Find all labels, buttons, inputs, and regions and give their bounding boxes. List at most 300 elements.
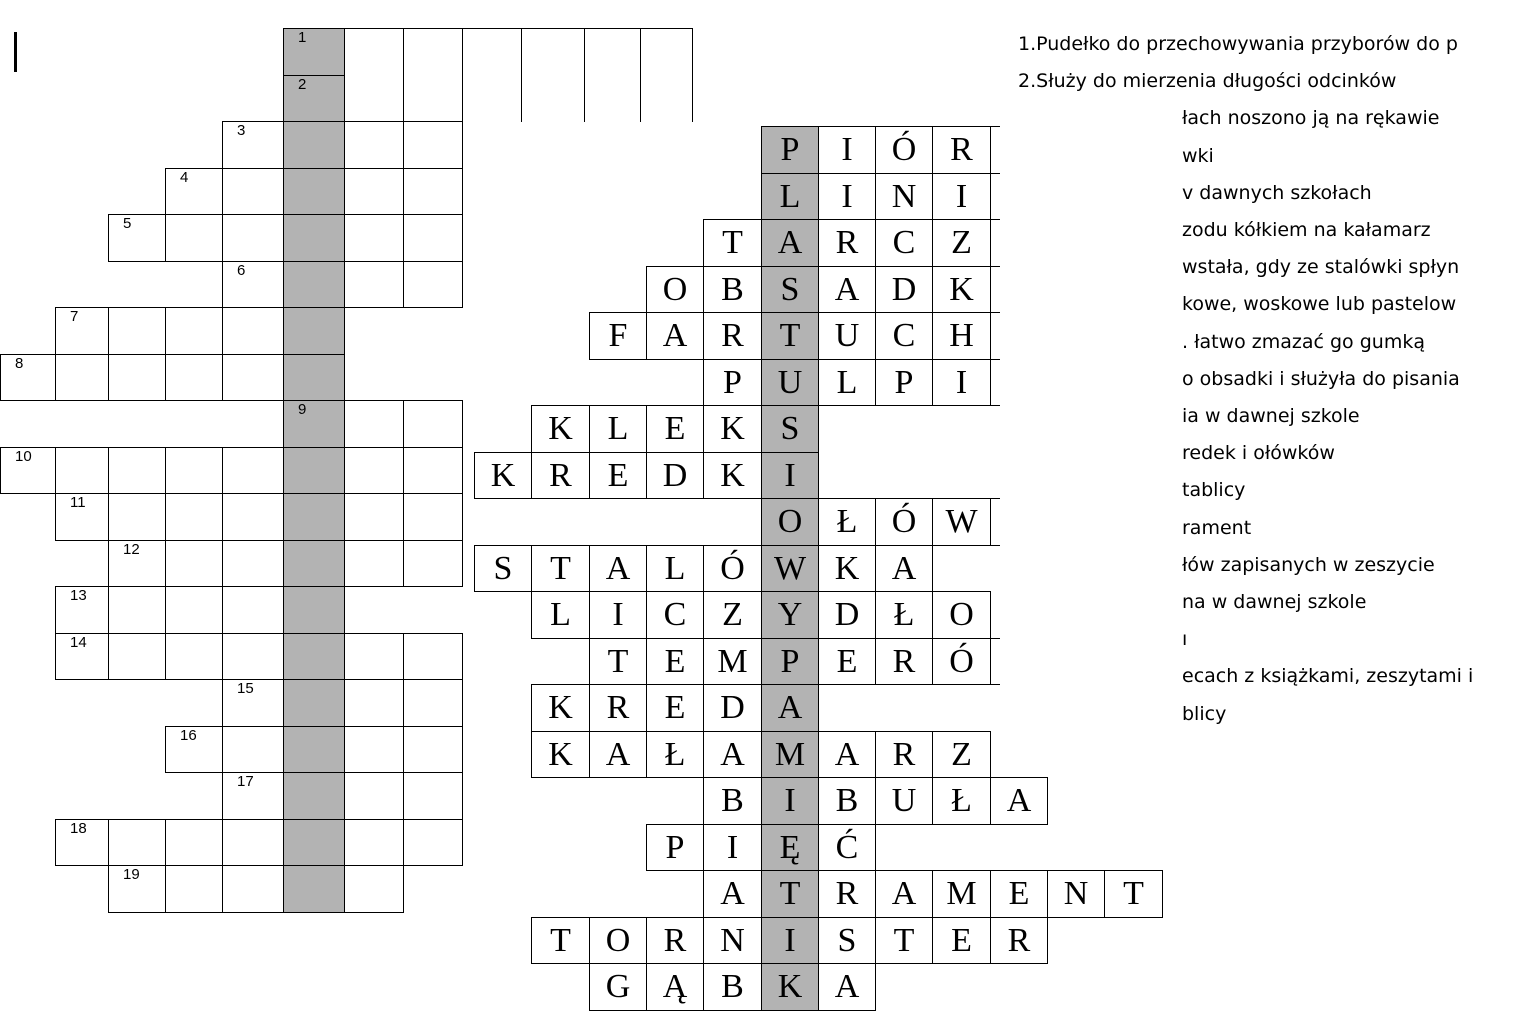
answer-letter: R bbox=[606, 689, 630, 726]
grid-cell bbox=[640, 75, 693, 122]
answer-letter: A bbox=[605, 735, 631, 773]
clue-text: . łatwo zmazać go gumką bbox=[1182, 331, 1425, 353]
grid-cell bbox=[344, 540, 404, 587]
answer-cell bbox=[761, 405, 819, 453]
grid-cell bbox=[108, 540, 166, 587]
answer-letter: P bbox=[723, 363, 742, 401]
answer-letter: R bbox=[892, 735, 916, 773]
answer-letter: Ó bbox=[891, 131, 917, 168]
grid-cell bbox=[165, 586, 223, 634]
answer-cell bbox=[531, 452, 590, 499]
grid-cell bbox=[403, 726, 463, 773]
grid-cell bbox=[344, 75, 404, 122]
answer-letter: K bbox=[777, 968, 803, 1005]
grid-cell bbox=[108, 307, 166, 355]
answer-letter: O bbox=[662, 270, 688, 308]
answer-cell bbox=[818, 917, 876, 964]
grid-cell bbox=[165, 819, 223, 866]
answer-letter: E bbox=[836, 642, 858, 680]
grid-cell bbox=[403, 75, 463, 122]
grid-cell bbox=[403, 540, 463, 587]
answer-cell bbox=[703, 638, 762, 685]
clue-number: 3 bbox=[237, 122, 246, 139]
answer-cell bbox=[646, 312, 704, 360]
grid-cell bbox=[108, 819, 166, 866]
answer-cell bbox=[875, 545, 933, 592]
grid-cell bbox=[222, 121, 284, 169]
answer-cell bbox=[703, 591, 762, 639]
answer-cell bbox=[761, 219, 819, 267]
answer-cell bbox=[932, 312, 991, 360]
answer-cell bbox=[761, 870, 819, 918]
answer-letter: P bbox=[894, 363, 914, 401]
grid-cell bbox=[222, 261, 284, 308]
grid-cell bbox=[283, 75, 345, 122]
answer-letter: O bbox=[605, 921, 631, 959]
answer-letter: E bbox=[951, 921, 972, 959]
answer-cell bbox=[761, 312, 819, 360]
answer-letter: W bbox=[945, 503, 978, 540]
answer-cell bbox=[875, 498, 933, 546]
answer-cell bbox=[818, 545, 876, 592]
answer-letter: K bbox=[548, 735, 573, 773]
answer-cell bbox=[646, 824, 704, 871]
answer-letter: F bbox=[608, 317, 628, 354]
answer-letter: Ć bbox=[835, 828, 859, 866]
answer-cell bbox=[932, 219, 991, 267]
grid-cell bbox=[283, 772, 345, 820]
answer-letter: S bbox=[780, 270, 800, 308]
grid-cell bbox=[344, 865, 404, 913]
grid-cell bbox=[222, 772, 284, 820]
answer-letter: A bbox=[720, 875, 745, 912]
answer-cell bbox=[703, 824, 762, 871]
answer-letter: Ł bbox=[951, 782, 972, 819]
answer-letter: W bbox=[773, 549, 807, 587]
grid-cell bbox=[165, 307, 223, 355]
grid-cell bbox=[584, 75, 641, 122]
answer-letter: Ł bbox=[664, 735, 686, 773]
grid-cell bbox=[283, 447, 345, 494]
answer-letter: G bbox=[605, 968, 631, 1005]
answer-letter: Y bbox=[777, 596, 803, 633]
clue-text: blicy bbox=[1182, 703, 1227, 725]
answer-cell bbox=[531, 684, 590, 732]
clue-number: 6 bbox=[237, 262, 246, 279]
answer-cell bbox=[646, 731, 704, 778]
grid-cell bbox=[55, 447, 109, 494]
answer-letter: R bbox=[835, 875, 859, 912]
answer-letter: N bbox=[720, 921, 745, 959]
answer-letter: A bbox=[720, 735, 745, 773]
answer-cell bbox=[474, 545, 532, 592]
answer-cell bbox=[818, 498, 876, 546]
answer-letter: P bbox=[780, 642, 800, 680]
answer-cell bbox=[761, 266, 819, 313]
clue-text: o obsadki i służyła do pisania bbox=[1182, 368, 1460, 390]
answer-cell bbox=[818, 824, 876, 871]
grid-cell bbox=[283, 540, 345, 587]
clue-number: 11 bbox=[70, 494, 86, 511]
answer-cell bbox=[818, 266, 876, 313]
answer-letter: R bbox=[1007, 921, 1031, 959]
answer-cell bbox=[990, 870, 1048, 918]
clue-text: łów zapisanych w zeszycie bbox=[1182, 554, 1435, 576]
grid-cell bbox=[403, 493, 463, 541]
grid-cell bbox=[283, 633, 345, 680]
answer-letter: I bbox=[841, 131, 853, 168]
answer-letter: L bbox=[664, 549, 686, 587]
grid-cell bbox=[462, 75, 522, 122]
answer-cell bbox=[589, 591, 647, 639]
grid-cell bbox=[283, 307, 345, 355]
grid-cell bbox=[344, 726, 404, 773]
answer-cell bbox=[932, 173, 991, 220]
answer-letter: M bbox=[717, 642, 748, 680]
grid-cell bbox=[222, 214, 284, 262]
grid-cell bbox=[55, 633, 109, 680]
answer-letter: A bbox=[834, 968, 860, 1005]
answer-letter: B bbox=[721, 782, 744, 819]
grid-cell bbox=[283, 168, 345, 215]
answer-cell bbox=[761, 126, 819, 174]
answer-cell bbox=[875, 312, 933, 360]
answer-cell bbox=[818, 777, 876, 825]
answer-cell bbox=[818, 591, 876, 639]
answer-cell bbox=[932, 870, 991, 918]
answer-letter: D bbox=[720, 689, 745, 726]
grid-cell bbox=[165, 168, 223, 215]
answer-letter: U bbox=[891, 782, 917, 819]
clue-text: na w dawnej szkole bbox=[1182, 591, 1367, 613]
answer-letter: R bbox=[549, 456, 572, 494]
answer-letter: M bbox=[774, 735, 806, 773]
answer-letter: K bbox=[548, 689, 573, 726]
answer-cell bbox=[761, 359, 819, 406]
text-cursor bbox=[14, 32, 17, 72]
answer-cell bbox=[761, 498, 819, 546]
answer-cell bbox=[932, 498, 991, 546]
answer-cell bbox=[703, 777, 762, 825]
answer-cell bbox=[818, 173, 876, 220]
answer-letter: N bbox=[891, 177, 917, 215]
answer-letter: I bbox=[784, 921, 796, 959]
answer-cell bbox=[703, 312, 762, 360]
clue-text: redek i ołówków bbox=[1182, 442, 1335, 464]
answer-cell bbox=[589, 731, 647, 778]
answer-letter: A bbox=[834, 735, 860, 773]
answer-letter: K bbox=[720, 456, 745, 494]
answer-cell bbox=[818, 312, 876, 360]
answer-cell bbox=[818, 359, 876, 406]
answer-letter: D bbox=[891, 270, 917, 308]
answer-letter: P bbox=[780, 131, 800, 168]
clue-number: 19 bbox=[123, 866, 140, 883]
answer-cell bbox=[646, 452, 704, 499]
grid-cell bbox=[222, 168, 284, 215]
answer-letter: I bbox=[841, 177, 853, 215]
clue-number: 16 bbox=[180, 727, 197, 744]
answer-letter: A bbox=[891, 549, 917, 587]
clue-number: 10 bbox=[15, 448, 32, 465]
answer-letter: A bbox=[777, 689, 803, 726]
answer-cell bbox=[646, 545, 704, 592]
answer-letter: R bbox=[892, 642, 916, 680]
answer-letter: Ł bbox=[836, 503, 858, 540]
grid-cell bbox=[283, 679, 345, 727]
answer-cell bbox=[589, 452, 647, 499]
grid-cell bbox=[344, 400, 404, 448]
answer-cell bbox=[646, 684, 704, 732]
answer-cell bbox=[875, 777, 933, 825]
answer-letter: B bbox=[835, 782, 859, 819]
answer-letter: O bbox=[777, 503, 803, 540]
clue-text: wstała, gdy ze stalówki spłyn bbox=[1182, 256, 1460, 278]
answer-cell bbox=[761, 173, 819, 220]
grid-cell bbox=[344, 819, 404, 866]
grid-cell bbox=[0, 354, 56, 401]
grid-cell bbox=[283, 261, 345, 308]
grid-cell bbox=[344, 772, 404, 820]
answer-cell bbox=[761, 545, 819, 592]
grid-cell bbox=[55, 586, 109, 634]
answer-letter: R bbox=[835, 224, 859, 261]
clue-number: 7 bbox=[70, 308, 79, 325]
grid-cell bbox=[222, 586, 284, 634]
grid-cell bbox=[344, 633, 404, 680]
answer-letter: T bbox=[1123, 875, 1144, 912]
answer-cell bbox=[932, 591, 991, 639]
answer-cell bbox=[875, 870, 933, 918]
answer-cell bbox=[646, 917, 704, 964]
answer-cell bbox=[703, 731, 762, 778]
answer-cell bbox=[932, 359, 991, 406]
grid-cell bbox=[222, 493, 284, 541]
answer-letter: L bbox=[607, 410, 629, 447]
grid-cell bbox=[403, 214, 463, 262]
answer-letter: H bbox=[949, 317, 974, 354]
answer-letter: Ó bbox=[891, 503, 917, 540]
answer-letter: T bbox=[607, 642, 629, 680]
clue-text: 2.Służy do mierzenia długości odcinków bbox=[1018, 70, 1397, 92]
clue-number: 4 bbox=[180, 169, 189, 186]
answer-letter: S bbox=[493, 549, 513, 587]
grid-cell bbox=[222, 679, 284, 727]
grid-cell bbox=[344, 493, 404, 541]
answer-letter: Ó bbox=[949, 642, 974, 680]
answer-letter: E bbox=[607, 456, 629, 494]
answer-letter: M bbox=[946, 875, 977, 912]
answer-cell bbox=[990, 777, 1048, 825]
answer-cell bbox=[703, 545, 762, 592]
answer-cell bbox=[531, 917, 590, 964]
answer-letter: P bbox=[665, 828, 685, 866]
clue-text: zodu kółkiem na kałamarz bbox=[1182, 219, 1431, 241]
answer-cell bbox=[761, 591, 819, 639]
clue-number: 8 bbox=[15, 355, 24, 372]
answer-letter: S bbox=[837, 921, 857, 959]
grid-cell bbox=[222, 819, 284, 866]
clue-number: 14 bbox=[70, 634, 87, 651]
answer-cell bbox=[703, 359, 762, 406]
answer-cell bbox=[646, 638, 704, 685]
answer-cell bbox=[875, 126, 933, 174]
answer-letter: Ł bbox=[893, 596, 915, 633]
answer-letter: Z bbox=[951, 735, 972, 773]
clue-number: 9 bbox=[298, 401, 307, 418]
answer-letter: C bbox=[892, 317, 916, 354]
answer-letter: Ó bbox=[720, 549, 745, 587]
answer-letter: I bbox=[784, 456, 796, 494]
answer-letter: I bbox=[784, 782, 796, 819]
clue-number: 1 bbox=[298, 29, 307, 46]
grid-cell bbox=[283, 493, 345, 541]
answer-letter: B bbox=[721, 270, 744, 308]
answer-cell bbox=[1047, 870, 1105, 918]
answer-cell bbox=[875, 591, 933, 639]
answer-letter: Ę bbox=[779, 828, 801, 866]
answer-letter: T bbox=[550, 921, 571, 959]
answer-letter: E bbox=[1008, 875, 1030, 912]
grid-cell bbox=[283, 400, 345, 448]
answer-cell bbox=[932, 731, 991, 778]
answer-letter: K bbox=[949, 270, 974, 308]
grid-cell bbox=[55, 307, 109, 355]
answer-cell bbox=[932, 777, 991, 825]
answer-cell bbox=[703, 917, 762, 964]
grid-cell bbox=[283, 121, 345, 169]
answer-cell bbox=[818, 638, 876, 685]
grid-cell bbox=[344, 28, 404, 76]
grid-cell bbox=[283, 819, 345, 866]
clue-text: kowe, woskowe lub pastelow bbox=[1182, 293, 1457, 315]
answer-cell bbox=[990, 917, 1048, 964]
answer-letter: I bbox=[955, 363, 968, 401]
answer-letter: T bbox=[779, 317, 801, 354]
grid-cell bbox=[108, 354, 166, 401]
answer-cell bbox=[531, 591, 590, 639]
answer-letter: E bbox=[664, 642, 686, 680]
answer-letter: K bbox=[720, 410, 745, 447]
answer-cell bbox=[761, 452, 819, 499]
answer-letter: A bbox=[605, 549, 631, 587]
clue-number: 18 bbox=[70, 820, 87, 837]
grid-cell bbox=[584, 28, 641, 76]
answer-cell bbox=[818, 126, 876, 174]
answer-cell bbox=[703, 870, 762, 918]
grid-cell bbox=[403, 261, 463, 308]
grid-cell bbox=[165, 726, 223, 773]
grid-cell bbox=[108, 633, 166, 680]
answer-cell bbox=[589, 638, 647, 685]
answer-cell bbox=[818, 963, 876, 1011]
answer-cell bbox=[761, 917, 819, 964]
clue-text: ia w dawnej szkole bbox=[1182, 405, 1360, 427]
answer-letter: I bbox=[612, 596, 624, 633]
answer-cell bbox=[761, 824, 819, 871]
answer-letter: A bbox=[662, 317, 688, 354]
grid-cell bbox=[55, 493, 109, 541]
answer-letter: T bbox=[779, 875, 801, 912]
answer-cell bbox=[818, 219, 876, 267]
answer-letter: L bbox=[779, 177, 801, 215]
answer-letter: K bbox=[548, 410, 573, 447]
grid-cell bbox=[108, 865, 166, 913]
grid-cell bbox=[222, 865, 284, 913]
answer-letter: E bbox=[664, 689, 686, 726]
grid-cell bbox=[55, 819, 109, 866]
grid-cell bbox=[344, 214, 404, 262]
answer-cell bbox=[761, 731, 819, 778]
answer-cell bbox=[589, 405, 647, 453]
answer-cell bbox=[761, 777, 819, 825]
answer-cell bbox=[932, 917, 991, 964]
answer-cell bbox=[818, 731, 876, 778]
answer-cell bbox=[818, 870, 876, 918]
answer-letter: U bbox=[777, 363, 803, 401]
answer-cell bbox=[761, 684, 819, 732]
answer-letter: B bbox=[721, 968, 744, 1005]
answer-cell bbox=[589, 312, 647, 360]
grid-cell bbox=[108, 586, 166, 634]
answer-cell bbox=[703, 452, 762, 499]
answer-letter: U bbox=[834, 317, 860, 354]
answer-letter: Z bbox=[951, 224, 972, 261]
grid-cell bbox=[521, 28, 585, 76]
answer-cell bbox=[761, 638, 819, 685]
grid-cell bbox=[344, 679, 404, 727]
answer-letter: A bbox=[834, 270, 860, 308]
clue-text: ecach z książkami, zeszytami i bbox=[1182, 665, 1474, 687]
answer-letter: L bbox=[836, 363, 858, 401]
answer-letter: T bbox=[722, 224, 743, 261]
clue-number: 15 bbox=[237, 680, 254, 697]
grid-cell bbox=[344, 121, 404, 169]
answer-cell bbox=[875, 731, 933, 778]
clue-number: 13 bbox=[70, 587, 87, 604]
grid-cell bbox=[165, 447, 223, 494]
grid-cell bbox=[165, 540, 223, 587]
grid-cell bbox=[344, 168, 404, 215]
answer-cell bbox=[875, 266, 933, 313]
grid-cell bbox=[403, 772, 463, 820]
answer-cell bbox=[1104, 870, 1163, 918]
grid-cell bbox=[283, 726, 345, 773]
grid-cell bbox=[403, 679, 463, 727]
answer-cell bbox=[646, 405, 704, 453]
grid-cell bbox=[283, 586, 345, 634]
answer-cell bbox=[703, 219, 762, 267]
answer-letter: Ą bbox=[662, 968, 688, 1005]
grid-cell bbox=[403, 633, 463, 680]
clue-text: v dawnych szkołach bbox=[1182, 182, 1372, 204]
clue-text: wki bbox=[1182, 145, 1214, 167]
answer-cell bbox=[474, 452, 532, 499]
answer-cell bbox=[875, 359, 933, 406]
grid-cell bbox=[222, 540, 284, 587]
answer-cell bbox=[875, 173, 933, 220]
answer-cell bbox=[531, 405, 590, 453]
grid-cell bbox=[403, 168, 463, 215]
answer-letter: I bbox=[726, 828, 739, 866]
answer-letter: T bbox=[550, 549, 571, 587]
answer-cell bbox=[589, 684, 647, 732]
answer-letter: E bbox=[664, 410, 686, 447]
clue-text: 1.Pudełko do przechowywania przyborów do p bbox=[1018, 33, 1458, 55]
grid-cell bbox=[283, 214, 345, 262]
answer-cell bbox=[589, 545, 647, 592]
answer-cell bbox=[932, 638, 991, 685]
